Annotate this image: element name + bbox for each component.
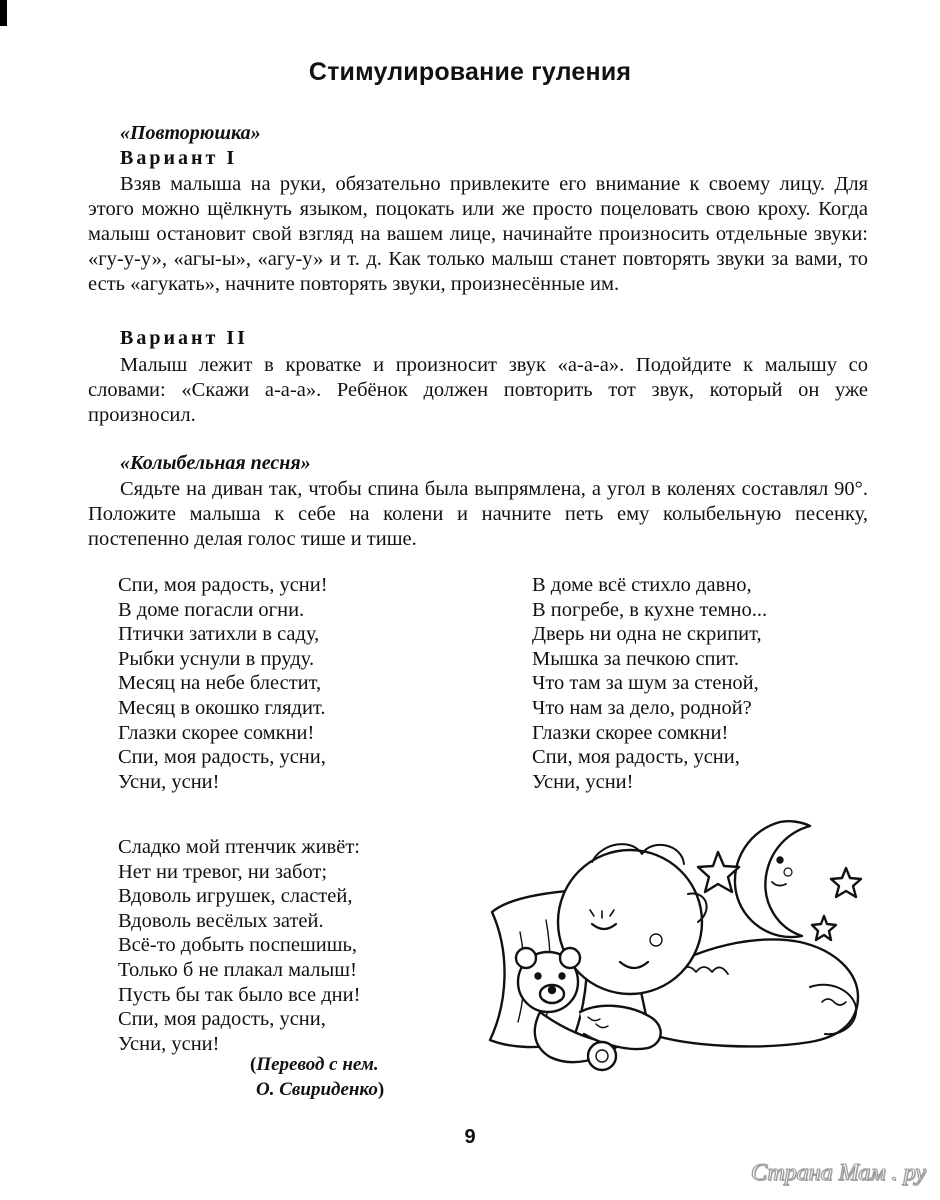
variant-2-heading: Вариант II (120, 327, 248, 349)
lullaby-paragraph: Сядьте на диван так, чтобы спина была выпрямлена, а угол в коленях составлял 90°. Положите малыша к себе на колени и начните петь ему колыбельную песенку, постепенно делая голос тише и тише. (88, 478, 868, 550)
variant-2-text (88, 353, 868, 428)
page-title: Стимулирование гуления (308, 58, 632, 86)
poem-line: Месяц в окошко глядит. (118, 696, 326, 719)
translation-credit (250, 1052, 384, 1102)
poem-line: Птички затихли в саду, (118, 623, 320, 646)
variant-1-heading: Вариант I (120, 147, 238, 169)
poem-line: Спи, моя радость, усни, (118, 1008, 326, 1031)
variant-1-text (88, 172, 868, 297)
poem-line: Спи, моя радость, усни, (118, 746, 326, 769)
poem-line: Спи, моя радость, усни, (532, 746, 740, 769)
poem-line: Усни, усни! (118, 1032, 220, 1055)
poem-line: Усни, усни! (118, 770, 220, 793)
poem-stanza-2 (532, 573, 767, 794)
variant-1-paragraph: Взяв малыша на руки, обязательно привлеките его внимание к своему лицу. Для этого можно щёлкнуть языком, поцокать или же просто поцеловать свою кроху. Когда малыш остановит свой взгляд на вашем лице, начинайте произносить отдельные звуки: «гу-у-у», «агы-ы», «агу-у» и т. д. Как только малыш станет повторять звуки за вами, то есть «агукать», начните повторять звуки, произнесённые им. (88, 173, 868, 295)
watermark: Страна Мам . ру (751, 1160, 926, 1186)
poem-line: Только б не плакал малыш! (118, 958, 357, 981)
star-icon (812, 916, 836, 940)
poem-line: Глазки скорее сомкни! (532, 721, 729, 744)
baby-head-icon (558, 850, 702, 994)
credit-translation: Перевод с нем. (256, 1054, 379, 1075)
variant-2-paragraph: Малыш лежит в кроватке и произносит звук «а-а-а». Подойдите к малышу со словами: «Скажи а-а-а». Ребёнок должен повторить тот звук, который он уже произносил. (88, 354, 868, 426)
poem-line: Спи, моя радость, усни! (118, 574, 328, 596)
game-title-lullaby: «Колыбельная песня» (120, 452, 311, 474)
poem-stanza-1 (118, 573, 328, 794)
credit-open-paren: ( (250, 1054, 257, 1075)
star-icon (698, 852, 739, 892)
poem-line: Нет ни тревог, ни забот; (118, 860, 328, 883)
star-icon (831, 868, 861, 897)
poem-line: В доме всё стихло давно, (532, 574, 752, 596)
poem-line: Усни, усни! (532, 770, 634, 793)
poem-line: Месяц на небе блестит, (118, 672, 322, 695)
poem-line: В доме погасли огни. (118, 598, 305, 621)
poem-stanza-3 (118, 835, 360, 1056)
scan-edge-mark (0, 0, 7, 26)
poem-line: Что нам за дело, родной? (532, 696, 752, 719)
lullaby-instructions (88, 477, 868, 552)
sleeping-baby-illustration-icon (480, 812, 880, 1102)
poem-line: Сладко мой птенчик живёт: (118, 836, 360, 858)
poem-line: Вдоволь весёлых затей. (118, 909, 324, 932)
credit-line-2 (250, 1077, 384, 1102)
poem-line: Всё-то добыть поспешишь, (118, 934, 357, 957)
poem-line: Что там за шум за стеной, (532, 672, 759, 695)
poem-line: Дверь ни одна не скрипит, (532, 623, 762, 646)
poem-line: Вдоволь игрушек, сластей, (118, 885, 353, 908)
poem-line: В погребе, в кухне темно... (532, 598, 768, 621)
credit-line-1 (250, 1052, 384, 1077)
game-title-povtoryushka: «Повторюшка» (120, 122, 261, 144)
poem-line: Рыбки уснули в пруду. (118, 647, 315, 670)
credit-author: О. Свириденко (256, 1079, 378, 1100)
poem-line: Пусть бы так было все дни! (118, 983, 361, 1006)
poem-line: Глазки скорее сомкни! (118, 721, 315, 744)
page-number: 9 (464, 1126, 476, 1148)
poem-line: Мышка за печкою спит. (532, 647, 740, 670)
credit-close-paren: ) (377, 1079, 385, 1100)
crescent-moon-icon (735, 821, 810, 937)
